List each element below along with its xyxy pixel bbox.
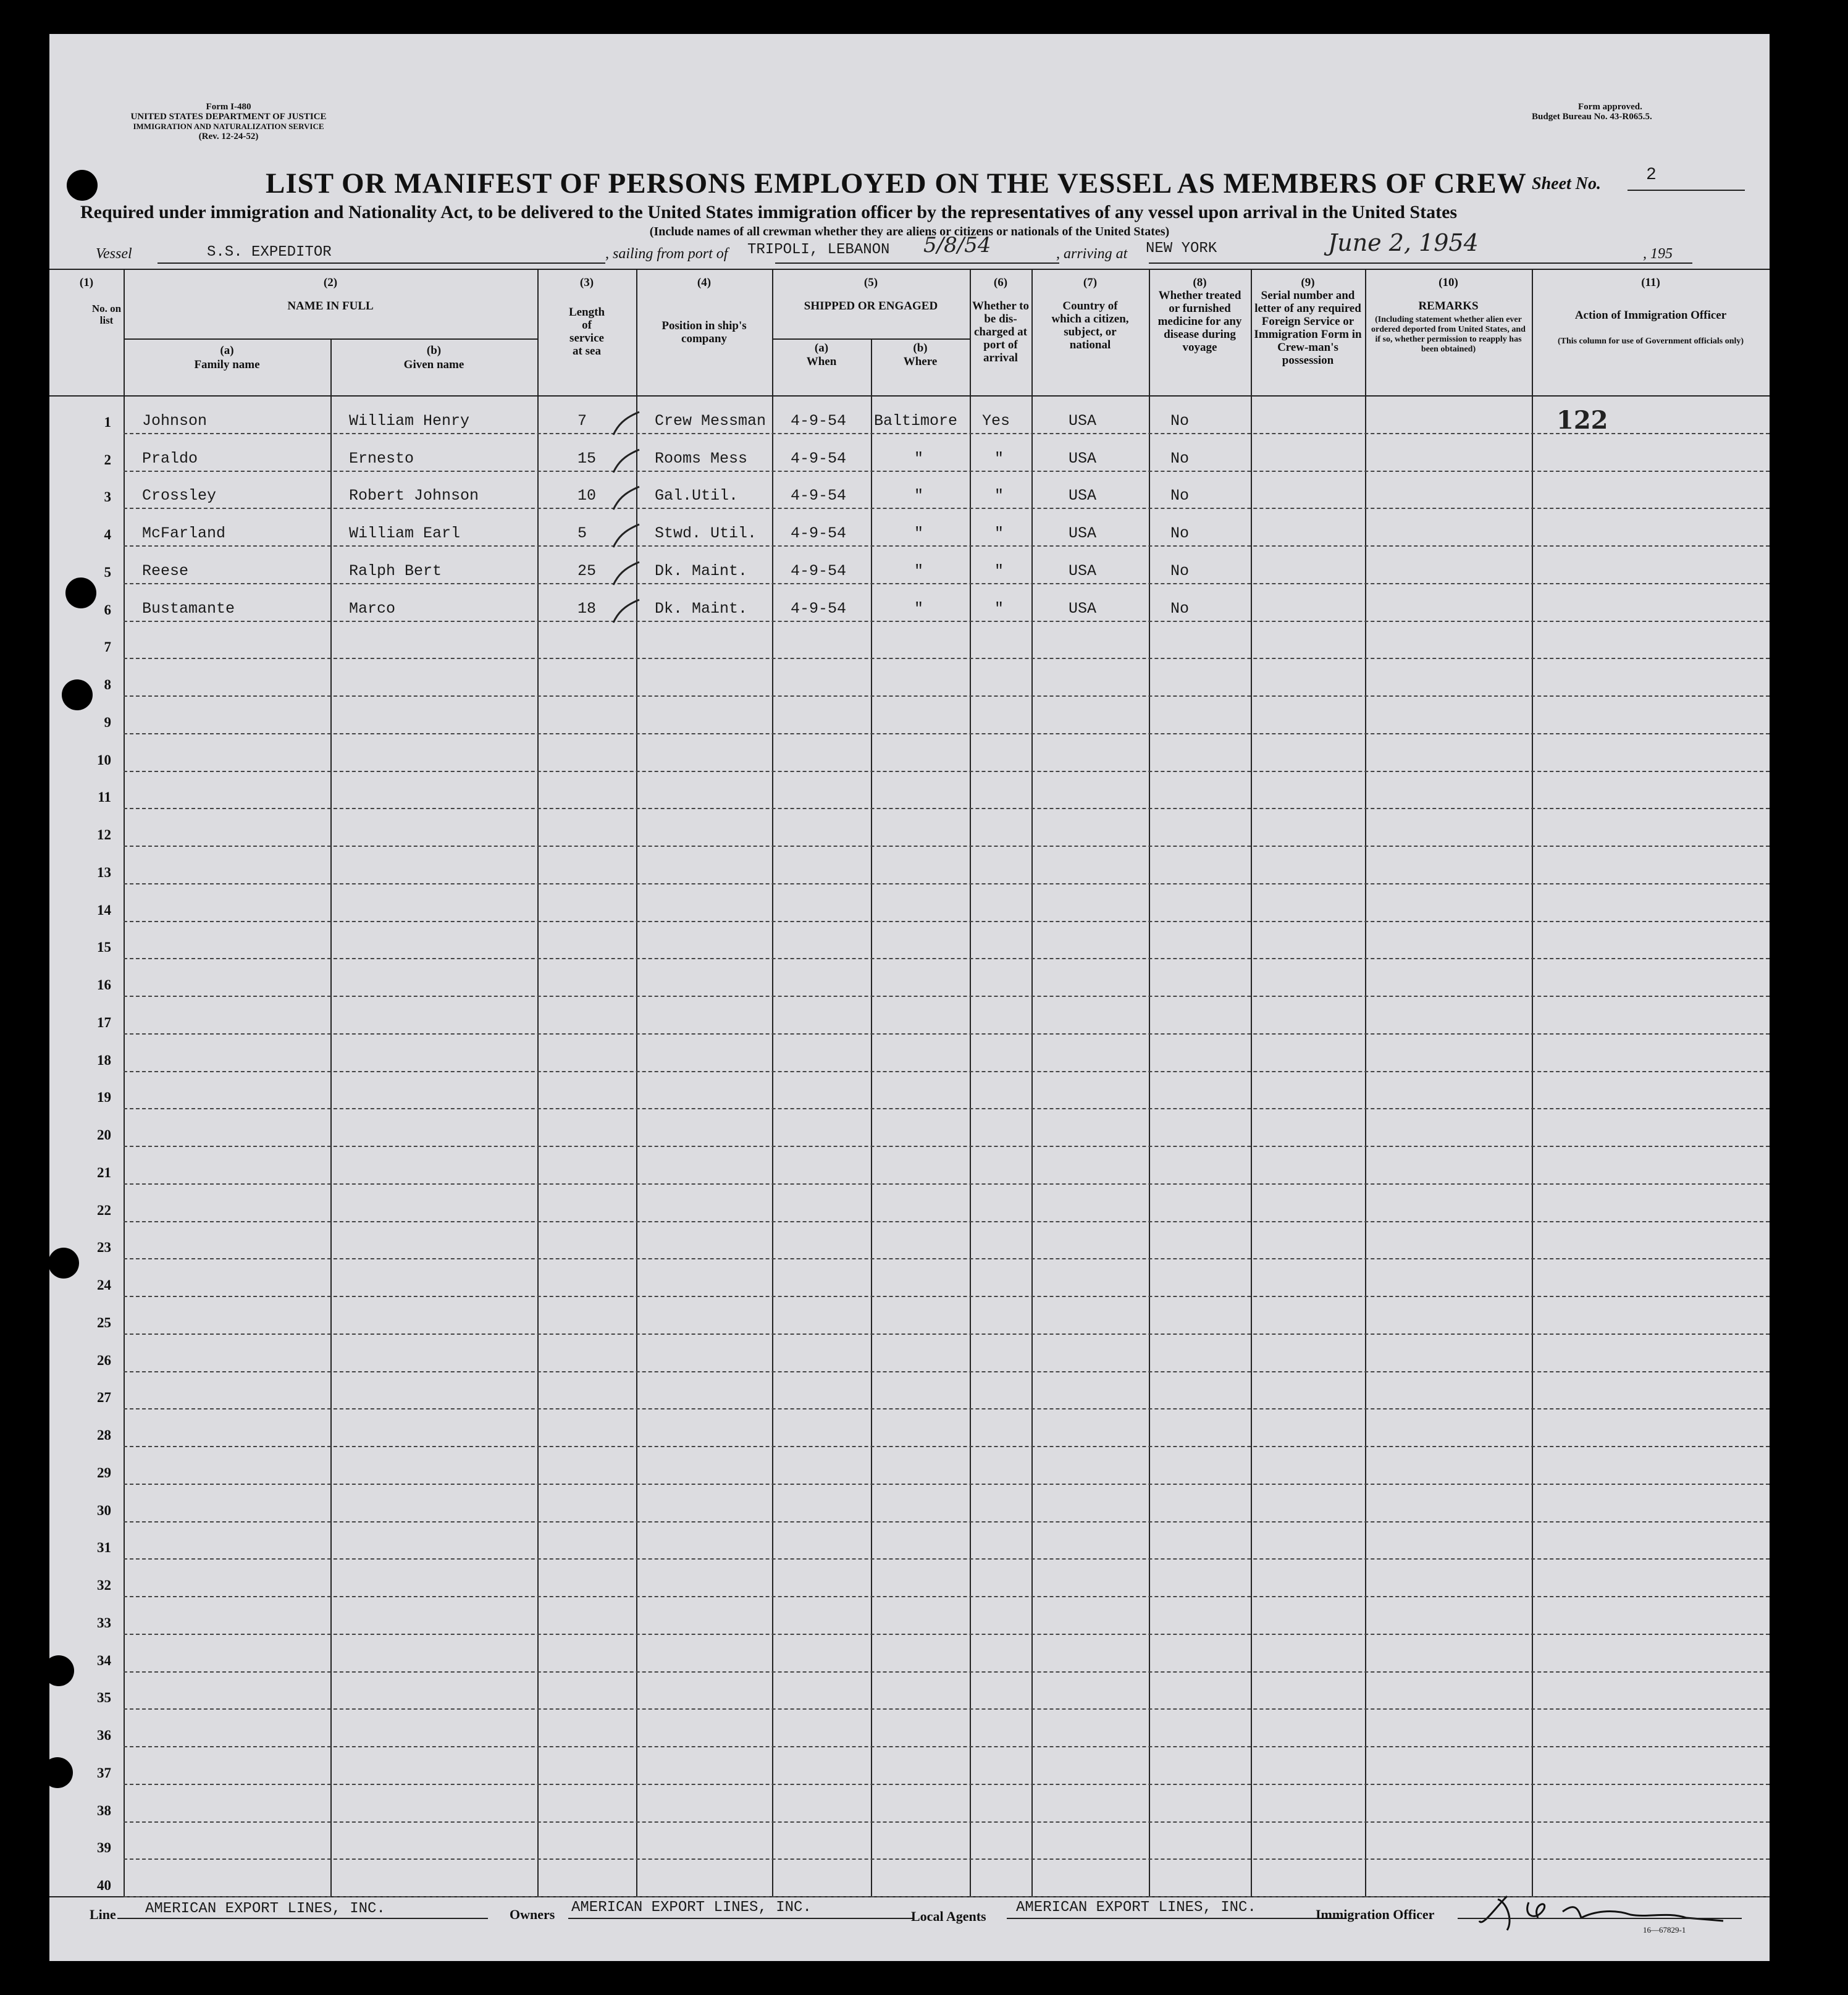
row-rule bbox=[124, 1746, 1770, 1747]
col5a-header: When bbox=[806, 355, 837, 368]
row-rule bbox=[124, 921, 1770, 922]
medicine-cell: No bbox=[1170, 487, 1190, 505]
col-divider bbox=[1251, 269, 1252, 1896]
port-underline bbox=[775, 262, 1059, 264]
subtitle: Required under immigration and Nationality Act, to be delivered to the United States immigration officer by the representatives of any vessel upon arrival in the United States bbox=[80, 202, 1458, 222]
col2a-number: (a) bbox=[220, 344, 234, 357]
service-cell: 10 bbox=[578, 487, 597, 505]
row-number: 3 bbox=[104, 489, 111, 505]
col5a-number: (a) bbox=[814, 342, 829, 355]
row-number: 24 bbox=[97, 1277, 111, 1293]
row-rule bbox=[124, 621, 1770, 622]
row-number: 39 bbox=[97, 1840, 111, 1856]
row-number: 26 bbox=[97, 1352, 111, 1368]
col6-number: (6) bbox=[993, 276, 1008, 289]
row-number: 15 bbox=[97, 939, 111, 956]
row-rule bbox=[124, 1784, 1770, 1785]
manifest-form bbox=[49, 34, 1770, 1961]
row-number: 37 bbox=[97, 1765, 111, 1781]
given-name-cell: Ernesto bbox=[349, 449, 414, 468]
medicine-cell: No bbox=[1170, 561, 1190, 580]
given-name-cell: Marco bbox=[349, 599, 396, 618]
row-number: 1 bbox=[104, 414, 111, 430]
col11-header: Action of Immigration Officer bbox=[1574, 309, 1727, 322]
row-number: 27 bbox=[97, 1390, 111, 1406]
given-name-cell: Robert Johnson bbox=[349, 487, 479, 505]
col2b-header: Given name bbox=[403, 358, 464, 371]
col9-number: (9) bbox=[1301, 276, 1315, 289]
row-rule bbox=[124, 1371, 1770, 1372]
include-note: (Include names of all crewman whether they are aliens or citizens or nationals of the United States) bbox=[649, 225, 1170, 238]
position-cell: Crew Messman bbox=[655, 411, 766, 430]
shipped-when-cell: 4-9-54 bbox=[791, 449, 847, 468]
row-rule bbox=[124, 471, 1770, 472]
shipped-when-cell: 4-9-54 bbox=[791, 411, 847, 430]
col-divider bbox=[970, 269, 971, 1896]
owners-label: Owners bbox=[510, 1907, 555, 1922]
agents-underline bbox=[1007, 1918, 1346, 1919]
given-name-cell: William Earl bbox=[349, 524, 461, 542]
col5-number: (5) bbox=[863, 276, 878, 289]
row-rule bbox=[124, 1071, 1770, 1072]
row-rule bbox=[124, 996, 1770, 997]
line-label: Line bbox=[90, 1907, 116, 1922]
officer-label: Immigration Officer bbox=[1316, 1907, 1435, 1922]
row-rule bbox=[124, 1296, 1770, 1297]
shipped-where-cell: " bbox=[914, 561, 924, 580]
row-number: 5 bbox=[104, 564, 111, 580]
row-rule bbox=[124, 1484, 1770, 1485]
col6-header: Whether to be dis-charged at port of arrival bbox=[972, 300, 1029, 364]
row-rule bbox=[124, 958, 1770, 959]
row-rule bbox=[124, 733, 1770, 734]
row-rule bbox=[124, 508, 1770, 509]
family-name-cell: Bustamante bbox=[142, 599, 235, 618]
check-mark-icon bbox=[608, 595, 645, 626]
form-header-right bbox=[1532, 102, 1652, 122]
position-cell: Stwd. Util. bbox=[655, 524, 757, 542]
country-cell: USA bbox=[1069, 561, 1097, 580]
year-suffix: , 195 bbox=[1643, 246, 1673, 262]
row-rule bbox=[124, 1446, 1770, 1447]
row-rule bbox=[124, 1521, 1770, 1522]
form-number: Form I-480 bbox=[206, 102, 251, 112]
col-divider bbox=[871, 338, 872, 1896]
form-header-left bbox=[86, 102, 371, 141]
sailing-label: , sailing from port of bbox=[605, 246, 728, 262]
col5b-header: Where bbox=[903, 355, 938, 368]
row-rule bbox=[124, 1258, 1770, 1259]
service-cell: 18 bbox=[578, 599, 597, 618]
row-rule bbox=[124, 1146, 1770, 1147]
row-number: 25 bbox=[97, 1314, 111, 1330]
agents-value: AMERICAN EXPORT LINES, INC. bbox=[1016, 1899, 1256, 1916]
row-rule bbox=[124, 808, 1770, 809]
vessel-name: S.S. EXPEDITOR bbox=[207, 244, 332, 261]
row-rule bbox=[124, 658, 1770, 659]
header-bottom-line bbox=[49, 395, 1770, 397]
row-number: 23 bbox=[97, 1240, 111, 1256]
country-cell: USA bbox=[1069, 599, 1097, 618]
row-rule bbox=[124, 1334, 1770, 1335]
vessel-underline bbox=[158, 262, 605, 264]
col4-number: (4) bbox=[697, 276, 712, 289]
given-name-cell: William Henry bbox=[349, 411, 470, 430]
col7-number: (7) bbox=[1083, 276, 1098, 289]
sheet-number: 2 bbox=[1646, 166, 1657, 185]
arriving-label: , arriving at bbox=[1056, 246, 1128, 262]
sailing-date: 5/8/54 bbox=[923, 233, 991, 258]
table-top-border bbox=[49, 269, 1770, 270]
shipped-where-cell: " bbox=[914, 487, 924, 505]
row-rule bbox=[124, 846, 1770, 847]
check-mark-icon bbox=[608, 557, 645, 588]
row-number: 12 bbox=[97, 827, 111, 842]
shipped-when-cell: 4-9-54 bbox=[791, 487, 847, 505]
service-cell: 5 bbox=[578, 524, 587, 542]
row-number: 40 bbox=[97, 1878, 111, 1893]
shipped-when-cell: 4-9-54 bbox=[791, 561, 847, 580]
row-number: 10 bbox=[97, 752, 111, 768]
col9-header: Serial number and letter of any required Foreign Service or Immigration Form in Crew-man's possession bbox=[1254, 289, 1362, 367]
row-number: 32 bbox=[97, 1577, 111, 1593]
row-rule bbox=[124, 1408, 1770, 1409]
discharged-cell: " bbox=[994, 487, 1004, 505]
row-rule bbox=[124, 1183, 1770, 1185]
col10-number: (10) bbox=[1438, 276, 1458, 289]
col11-number: (11) bbox=[1641, 276, 1660, 289]
medicine-cell: No bbox=[1170, 411, 1190, 430]
row-rule bbox=[124, 433, 1770, 434]
position-cell: Dk. Maint. bbox=[655, 561, 748, 580]
family-name-cell: Praldo bbox=[142, 449, 198, 468]
col-divider bbox=[772, 269, 773, 1896]
row-number: 38 bbox=[97, 1802, 111, 1818]
punch-hole bbox=[43, 1655, 74, 1686]
row-number: 7 bbox=[104, 639, 111, 655]
col2-number: (2) bbox=[323, 276, 338, 289]
row-rule bbox=[124, 1821, 1770, 1823]
department: UNITED STATES DEPARTMENT OF JUSTICE bbox=[130, 112, 327, 122]
row-number: 2 bbox=[104, 452, 111, 468]
row-rule bbox=[124, 1858, 1770, 1860]
col2b-number: (b) bbox=[426, 344, 442, 357]
row-number: 11 bbox=[98, 789, 111, 805]
country-cell: USA bbox=[1069, 524, 1097, 542]
col1-number: (1) bbox=[79, 276, 94, 289]
shipped-where-cell: Baltimore bbox=[874, 411, 958, 430]
row-rule bbox=[124, 1558, 1770, 1560]
shipped-when-cell: 4-9-54 bbox=[791, 524, 847, 542]
family-name-cell: McFarland bbox=[142, 524, 226, 542]
col11-note: (This column for use of Government officials only) bbox=[1557, 337, 1744, 346]
service-cell: 7 bbox=[578, 411, 587, 430]
row-number: 6 bbox=[104, 602, 111, 618]
line-underline bbox=[117, 1918, 488, 1919]
position-cell: Dk. Maint. bbox=[655, 599, 748, 618]
col10-header: REMARKS bbox=[1418, 300, 1479, 313]
discharged-cell: " bbox=[994, 524, 1004, 542]
row-rule bbox=[124, 883, 1770, 884]
agents-label: Local Agents bbox=[911, 1909, 986, 1924]
revision: (Rev. 12-24-52) bbox=[198, 132, 259, 141]
officer-underline bbox=[1458, 1918, 1742, 1919]
row-rule bbox=[124, 1708, 1770, 1710]
country-cell: USA bbox=[1069, 487, 1097, 505]
family-name-cell: Crossley bbox=[142, 487, 217, 505]
punch-hole bbox=[42, 1757, 73, 1788]
punch-hole bbox=[67, 170, 98, 201]
col-divider bbox=[1149, 269, 1150, 1896]
col-divider bbox=[124, 269, 125, 1896]
service-cell: 25 bbox=[578, 561, 597, 580]
punch-hole bbox=[48, 1248, 79, 1279]
row-number: 35 bbox=[97, 1690, 111, 1706]
row-number: 21 bbox=[97, 1164, 111, 1180]
row-number: 36 bbox=[97, 1728, 111, 1743]
print-code: 16—67829-1 bbox=[1643, 1925, 1686, 1934]
col1-header: No. on list bbox=[91, 303, 122, 326]
medicine-cell: No bbox=[1170, 599, 1190, 618]
row-rule bbox=[124, 1634, 1770, 1635]
col8-header: Whether treated or furnished medicine for any disease during voyage bbox=[1157, 289, 1242, 354]
check-mark-icon bbox=[608, 407, 645, 438]
immigration-action-cell: 122 bbox=[1556, 405, 1608, 435]
country-cell: USA bbox=[1069, 449, 1097, 468]
col-divider bbox=[330, 338, 332, 1896]
col2a-header: Family name bbox=[194, 358, 260, 371]
row-rule bbox=[124, 583, 1770, 584]
row-number: 29 bbox=[97, 1464, 111, 1480]
col2-header: NAME IN FULL bbox=[287, 300, 374, 313]
sheet-label: Sheet No. bbox=[1532, 174, 1601, 193]
col-divider bbox=[1365, 269, 1366, 1896]
discharged-cell: Yes bbox=[982, 411, 1010, 430]
country-cell: USA bbox=[1069, 411, 1097, 430]
col3-header: Length of service at sea bbox=[568, 306, 605, 358]
vessel-label: Vessel bbox=[96, 246, 132, 262]
col-divider bbox=[537, 269, 539, 1896]
officer-signature bbox=[1470, 1884, 1729, 1933]
row-number: 33 bbox=[97, 1615, 111, 1631]
col10-note: (Including statement whether alien ever ordered deported from United States, and if so, whether permission to reapply has been obtained) bbox=[1371, 315, 1526, 354]
col7-header: Country of which a citizen, subject, or national bbox=[1051, 300, 1129, 351]
line-value: AMERICAN EXPORT LINES, INC. bbox=[145, 1900, 385, 1917]
row-rule bbox=[124, 1033, 1770, 1035]
row-rule bbox=[124, 695, 1770, 697]
discharged-cell: " bbox=[994, 449, 1004, 468]
col5b-number: (b) bbox=[913, 342, 928, 355]
row-number: 17 bbox=[97, 1014, 111, 1030]
page-title: LIST OR MANIFEST OF PERSONS EMPLOYED ON THE VESSEL AS MEMBERS OF CREW bbox=[266, 167, 1527, 200]
check-mark-icon bbox=[608, 445, 645, 476]
service: IMMIGRATION AND NATURALIZATION SERVICE bbox=[133, 122, 324, 131]
row-rule bbox=[124, 1596, 1770, 1597]
col3-number: (3) bbox=[579, 276, 594, 289]
service-cell: 15 bbox=[578, 449, 597, 468]
discharged-cell: " bbox=[994, 599, 1004, 618]
row-rule bbox=[124, 1108, 1770, 1109]
punch-hole bbox=[65, 578, 96, 608]
row-rule bbox=[124, 771, 1770, 772]
row-number: 22 bbox=[97, 1202, 111, 1218]
row-number: 8 bbox=[104, 677, 111, 692]
col-divider bbox=[1532, 269, 1533, 1896]
row-number: 30 bbox=[97, 1502, 111, 1518]
medicine-cell: No bbox=[1170, 524, 1190, 542]
budget-bureau: Budget Bureau No. 43-R065.5. bbox=[1532, 112, 1652, 122]
shipped-where-cell: " bbox=[914, 524, 924, 542]
arrival-port: NEW YORK bbox=[1146, 240, 1217, 257]
col-divider bbox=[1031, 269, 1033, 1896]
owners-value: AMERICAN EXPORT LINES, INC. bbox=[571, 1899, 812, 1916]
row-rule bbox=[124, 1221, 1770, 1222]
row-number: 13 bbox=[97, 864, 111, 880]
check-mark-icon bbox=[608, 482, 645, 513]
family-name-cell: Reese bbox=[142, 561, 189, 580]
row-number: 31 bbox=[97, 1540, 111, 1556]
shipped-when-cell: 4-9-54 bbox=[791, 599, 847, 618]
owners-underline bbox=[568, 1918, 914, 1919]
form-approved: Form approved. bbox=[1578, 102, 1642, 112]
row-number: 20 bbox=[97, 1127, 111, 1143]
medicine-cell: No bbox=[1170, 449, 1190, 468]
row-number: 16 bbox=[97, 977, 111, 993]
given-name-cell: Ralph Bert bbox=[349, 561, 442, 580]
punch-hole bbox=[62, 679, 93, 710]
arrival-date: June 2, 1954 bbox=[1328, 229, 1479, 256]
sheet-underline bbox=[1628, 190, 1745, 191]
row-number: 14 bbox=[97, 902, 111, 918]
row-number: 4 bbox=[104, 527, 111, 542]
row-number: 19 bbox=[97, 1090, 111, 1106]
row-number: 18 bbox=[97, 1052, 111, 1068]
position-cell: Rooms Mess bbox=[655, 449, 748, 468]
row-number: 9 bbox=[104, 714, 111, 730]
check-mark-icon bbox=[608, 519, 645, 550]
shipped-where-cell: " bbox=[914, 599, 924, 618]
col5-header: SHIPPED OR ENGAGED bbox=[804, 300, 938, 313]
col8-number: (8) bbox=[1193, 276, 1207, 289]
arrival-underline bbox=[1149, 262, 1692, 264]
position-cell: Gal.Util. bbox=[655, 487, 739, 505]
row-rule bbox=[124, 1671, 1770, 1673]
family-name-cell: Johnson bbox=[142, 411, 208, 430]
shipped-where-cell: " bbox=[914, 449, 924, 468]
port-name: TRIPOLI, LEBANON bbox=[747, 242, 890, 258]
row-rule bbox=[124, 545, 1770, 547]
row-number: 28 bbox=[97, 1427, 111, 1443]
row-number: 34 bbox=[97, 1652, 111, 1668]
col4-header: Position in ship's company bbox=[662, 319, 747, 345]
discharged-cell: " bbox=[994, 561, 1004, 580]
